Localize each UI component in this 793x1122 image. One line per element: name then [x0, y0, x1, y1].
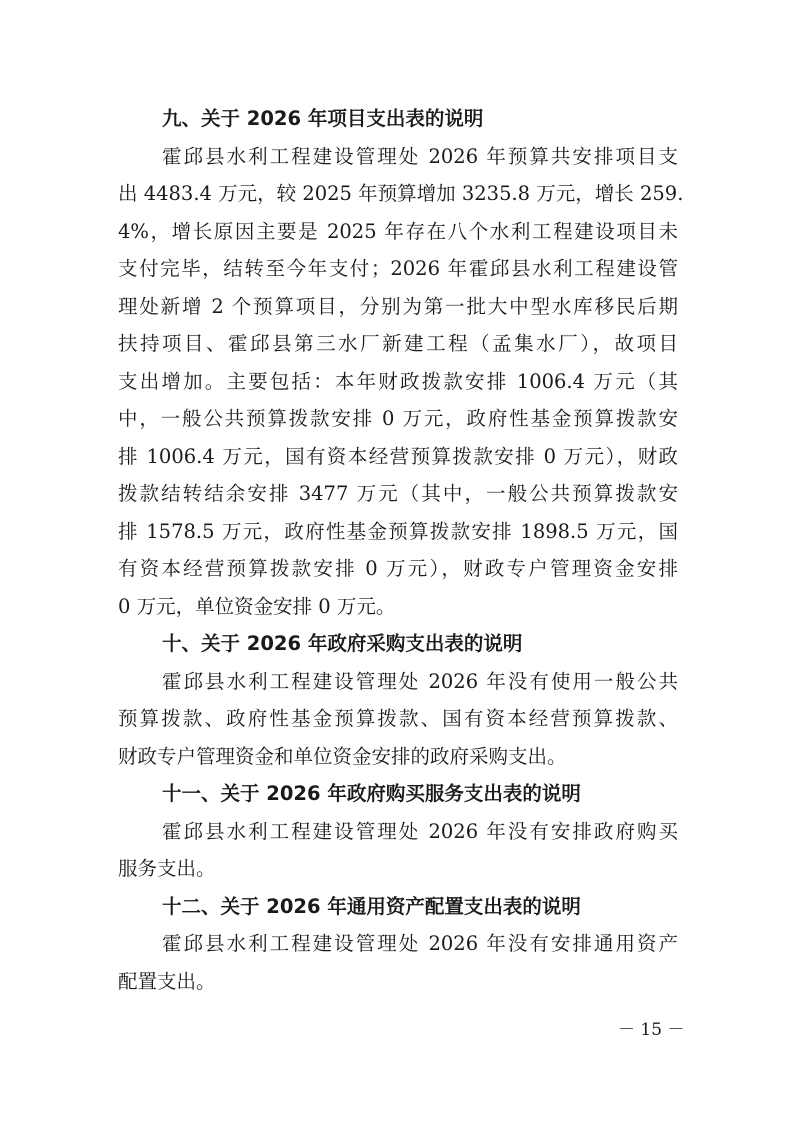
section-heading: 十一、关于 2026 年政府购买服务支出表的说明: [162, 782, 581, 805]
paragraph-line: 支付完毕，结转至今年支付；2026 年霍邱县水利工程建设管: [118, 257, 678, 280]
paragraph-line: 4%，增长原因主要是 2025 年存在八个水利工程建设项目未: [118, 219, 678, 243]
paragraph-line: 0 万元，单位资金安排 0 万元。: [118, 594, 396, 618]
paragraph-line: 排 1578.5 万元，政府性基金预算拨款安排 1898.5 万元，国: [118, 519, 678, 543]
paragraph-line: 霍邱县水利工程建设管理处 2026 年没有使用一般公共: [162, 669, 678, 693]
paragraph-line: 中，一般公共预算拨款安排 0 万元，政府性基金预算拨款安: [118, 407, 678, 430]
paragraph-line: 支出增加。主要包括：本年财政拨款安排 1006.4 万元（其: [118, 369, 678, 393]
paragraph-line: 霍邱县水利工程建设管理处 2026 年没有安排政府购买: [162, 819, 678, 843]
section-11: [118, 775, 678, 888]
section-heading: 九、关于 2026 年项目支出表的说明: [162, 107, 484, 130]
paragraph-line: 理处新增 2 个预算项目，分别为第一批大中型水库移民后期: [118, 294, 678, 318]
page-number: － 15 －: [618, 1020, 685, 1040]
paragraph-line: 出 4483.4 万元，较 2025 年预算增加 3235.8 万元，增长 259.: [118, 182, 684, 205]
paragraph-line: 服务支出。: [118, 857, 216, 880]
paragraph-line: 有资本经营预算拨款安排 0 万元），财政专户管理资金安排: [118, 557, 678, 580]
section-9: [118, 100, 684, 625]
paragraph-line: 霍邱县水利工程建设管理处 2026 年预算共安排项目支: [162, 144, 678, 168]
paragraph-line: 霍邱县水利工程建设管理处 2026 年没有安排通用资产: [162, 932, 678, 955]
paragraph-line: 扶持项目、霍邱县第三水厂新建工程（孟集水厂），故项目: [118, 332, 678, 355]
section-heading: 十二、关于 2026 年通用资产配置支出表的说明: [162, 894, 581, 918]
section-heading: 十、关于 2026 年政府采购支出表的说明: [162, 632, 523, 655]
section-10: [118, 625, 678, 775]
paragraph-line: 拨款结转结余安排 3477 万元（其中，一般公共预算拨款安: [118, 482, 678, 505]
document-body: [118, 100, 684, 1000]
paragraph-line: 财政专户管理资金和单位资金安排的政府采购支出。: [118, 744, 567, 768]
paragraph-line: 排 1006.4 万元，国有资本经营预算拨款安排 0 万元），财政: [118, 444, 678, 468]
paragraph-line: 配置支出。: [118, 969, 216, 993]
section-12: [118, 888, 678, 1001]
paragraph-line: 预算拨款、政府性基金预算拨款、国有资本经营预算拨款、: [118, 707, 678, 730]
